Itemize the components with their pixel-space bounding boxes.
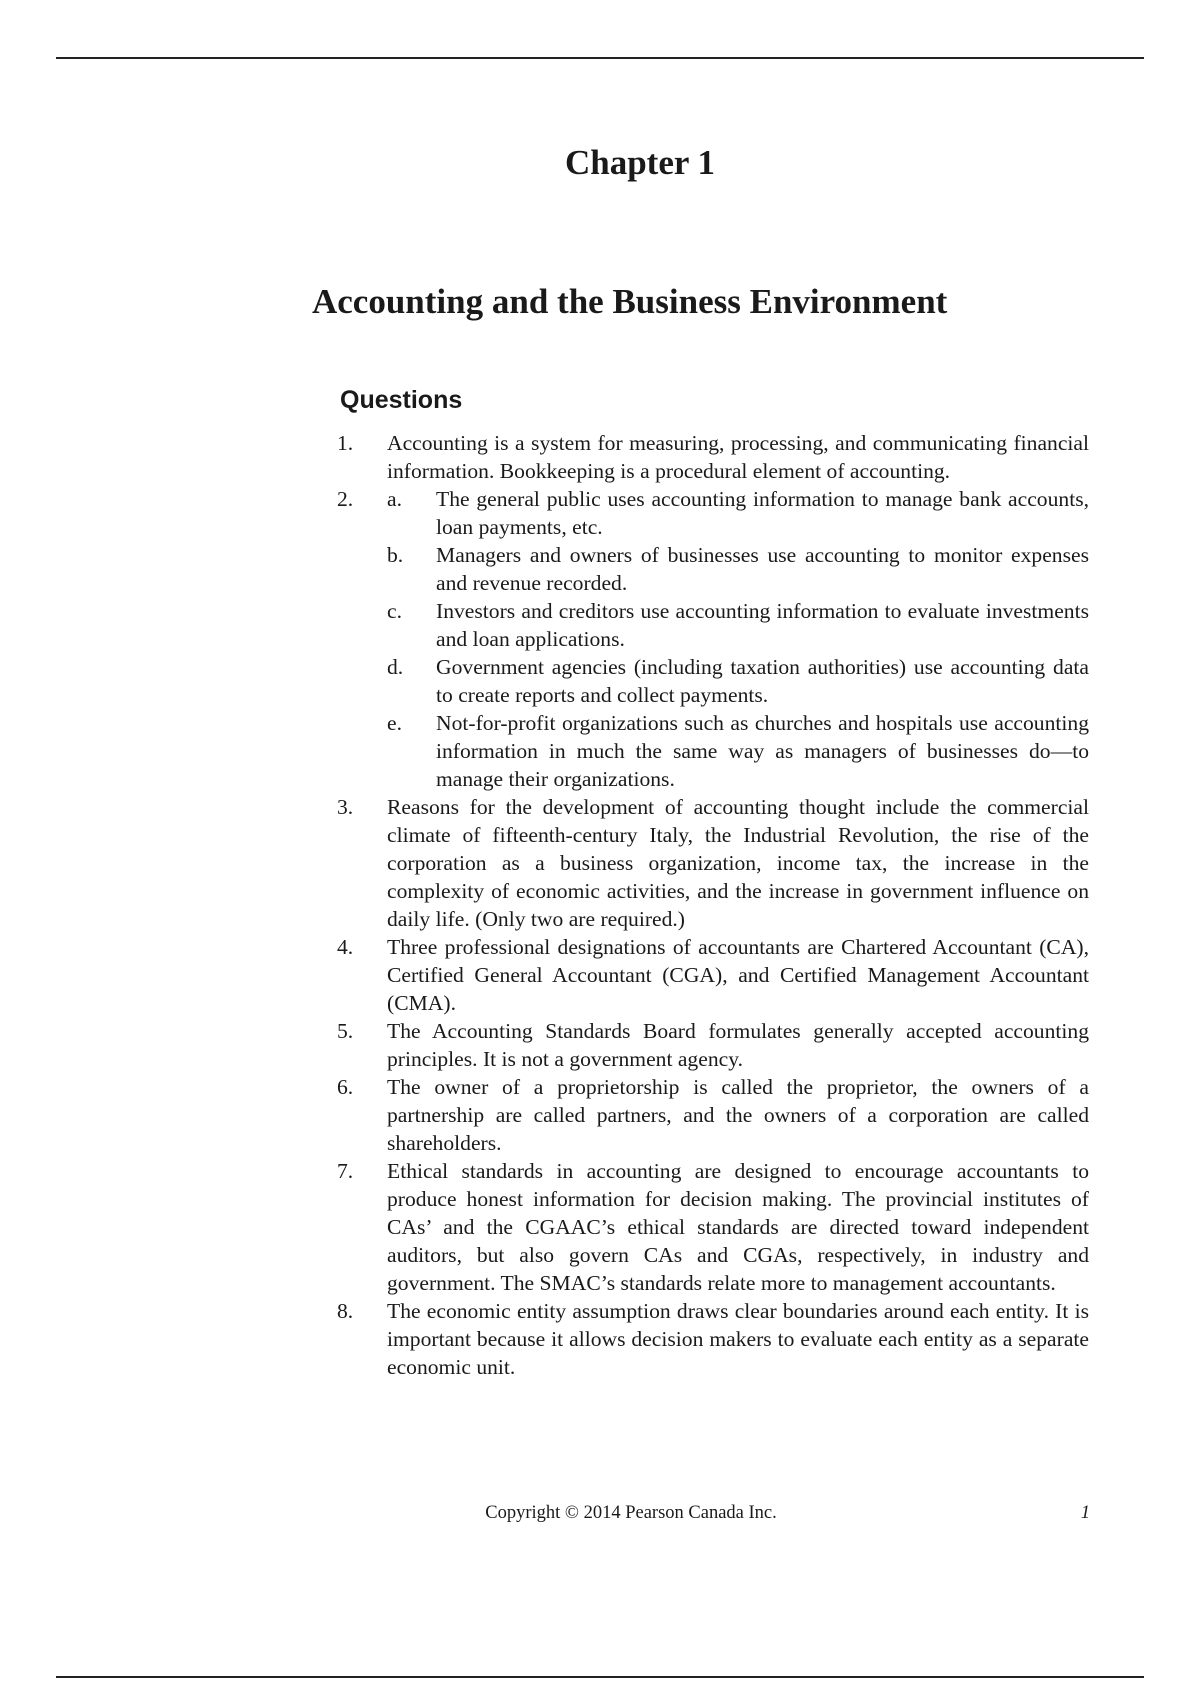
- sub-answer-text: Investors and creditors use accounting information to evaluate investments and loan applications.: [436, 599, 1089, 651]
- chapter-title: Accounting and the Business Environment: [312, 282, 948, 321]
- sub-answer-text: The general public uses accounting information to manage bank accounts, loan payments, etc.: [436, 487, 1089, 539]
- sub-answer-text: Government agencies (including taxation authorities) use accounting data to create reports and collect payments.: [436, 655, 1089, 707]
- sub-answer-label: a.: [387, 487, 402, 511]
- question-text: Ethical standards in accounting are designed to encourage accountants to produce honest information for decision making. The provincial institutes of CAs’ and the CGAAC’s ethical standards are directed toward independent auditors, but also govern CAs and CGAs, respectively, in industry and government. The SMAC’s standards relate more to management accountants.: [387, 1159, 1089, 1295]
- question-text: Accounting is a system for measuring, processing, and communicating financial information. Bookkeeping is a procedural element of accounting.: [387, 431, 1089, 483]
- question-text: The owner of a proprietorship is called the proprietor, the owners of a partnership are called partners, and the owners of a corporation are called shareholders.: [387, 1075, 1089, 1155]
- question-number: 2.: [337, 487, 354, 511]
- section-heading: Questions: [340, 386, 463, 414]
- sub-answer-text: Managers and owners of businesses use accounting to monitor expenses and revenue recorded.: [436, 543, 1089, 595]
- page-number: 1: [1080, 1503, 1090, 1523]
- sub-answer-list: [387, 485, 1089, 793]
- question-text: The economic entity assumption draws clear boundaries around each entity. It is important because it allows decision makers to evaluate each entity as a separate economic unit.: [387, 1299, 1089, 1379]
- question-number: 8.: [337, 1299, 354, 1323]
- question-item: [337, 485, 1089, 793]
- copyright-notice: Copyright © 2014 Pearson Canada Inc.: [485, 1503, 777, 1523]
- question-item: [337, 429, 1089, 485]
- sub-answer-item: [387, 485, 1089, 541]
- question-number: 5.: [337, 1019, 354, 1043]
- question-item: [337, 1073, 1089, 1157]
- sub-answer-item: [387, 541, 1089, 597]
- sub-answer-label: e.: [387, 711, 402, 735]
- sub-answer-item: [387, 653, 1089, 709]
- sub-answer-item: [387, 597, 1089, 653]
- question-item: [337, 1157, 1089, 1297]
- question-text: The Accounting Standards Board formulates generally accepted accounting principles. It is not a government agency.: [387, 1019, 1089, 1071]
- sub-answer-label: b.: [387, 543, 404, 567]
- top-rule: [56, 57, 1144, 59]
- sub-answer-item: [387, 709, 1089, 793]
- question-item: [337, 793, 1089, 933]
- question-number: 4.: [337, 935, 354, 959]
- sub-answer-text: Not-for-profit organizations such as churches and hospitals use accounting information in much the same way as managers of businesses do—to manage their organizations.: [436, 711, 1089, 791]
- sub-answer-label: d.: [387, 655, 404, 679]
- question-item: [337, 933, 1089, 1017]
- question-item: [337, 1017, 1089, 1073]
- question-text: Three professional designations of accountants are Chartered Accountant (CA), Certified General Accountant (CGA), and Certified Management Accountant (CMA).: [387, 935, 1089, 1015]
- question-item: [337, 1297, 1089, 1381]
- question-number: 6.: [337, 1075, 354, 1099]
- bottom-rule: [56, 1676, 1144, 1678]
- question-text: Reasons for the development of accounting thought include the commercial climate of fifteenth-century Italy, the Industrial Revolution, the rise of the corporation as a business organization, income tax, the increase in the complexity of economic activities, and the increase in government influence on daily life. (Only two are required.): [387, 795, 1089, 931]
- chapter-label: Chapter 1: [564, 143, 716, 182]
- question-number: 7.: [337, 1159, 354, 1183]
- question-number: 1.: [337, 431, 354, 455]
- sub-answer-label: c.: [387, 599, 402, 623]
- question-number: 3.: [337, 795, 354, 819]
- questions-list: [337, 429, 1089, 1381]
